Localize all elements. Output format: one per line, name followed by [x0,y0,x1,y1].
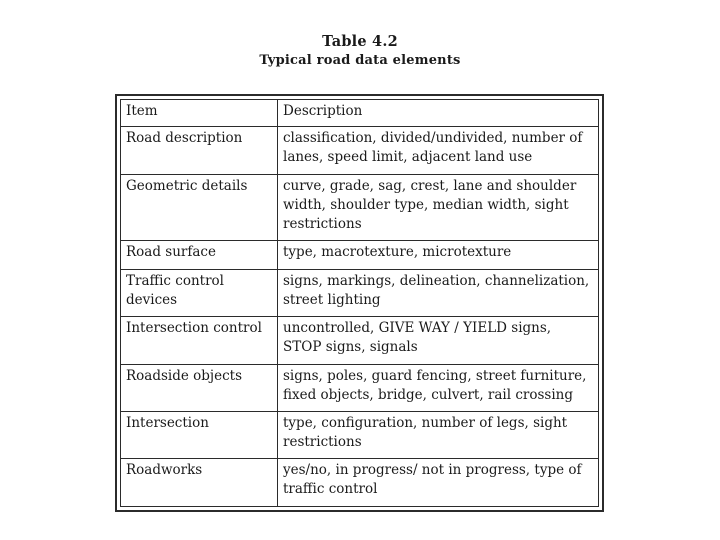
row-item: Road description [121,127,278,174]
table-row [121,174,599,241]
row-item: Roadworks [121,459,278,507]
row-item: Intersection [121,411,278,458]
row-item: Traffic control devices [121,269,278,316]
table-row [121,317,599,364]
row-description: classification, divided/undivided, number of lanes, speed limit, adjacent land use [278,127,599,174]
road-data-table [120,99,599,507]
table-frame [115,94,604,512]
table-row [121,241,599,269]
table-row [121,459,599,507]
table-row [121,269,599,316]
table-row [121,364,599,411]
table-title: Table 4.2 [322,33,398,50]
row-item: Intersection control [121,317,278,364]
header-description: Description [278,100,599,127]
table-header-row [121,100,599,127]
row-description: type, macrotexture, microtexture [278,241,599,269]
row-description: type, configuration, number of legs, sight restrictions [278,411,599,458]
table-subtitle: Typical road data elements [259,53,461,68]
table-row [121,127,599,174]
row-description: signs, markings, delineation, channelization, street lighting [278,269,599,316]
table-row [121,411,599,458]
row-description: yes/no, in progress/ not in progress, type of traffic control [278,459,599,507]
header-item: Item [121,100,278,127]
row-description: signs, poles, guard fencing, street furniture, fixed objects, bridge, culvert, rail crossing [278,364,599,411]
row-item: Roadside objects [121,364,278,411]
row-description: curve, grade, sag, crest, lane and shoulder width, shoulder type, median width, sight restrictions [278,174,599,241]
row-item: Road surface [121,241,278,269]
row-description: uncontrolled, GIVE WAY / YIELD signs, STOP signs, signals [278,317,599,364]
row-item: Geometric details [121,174,278,241]
